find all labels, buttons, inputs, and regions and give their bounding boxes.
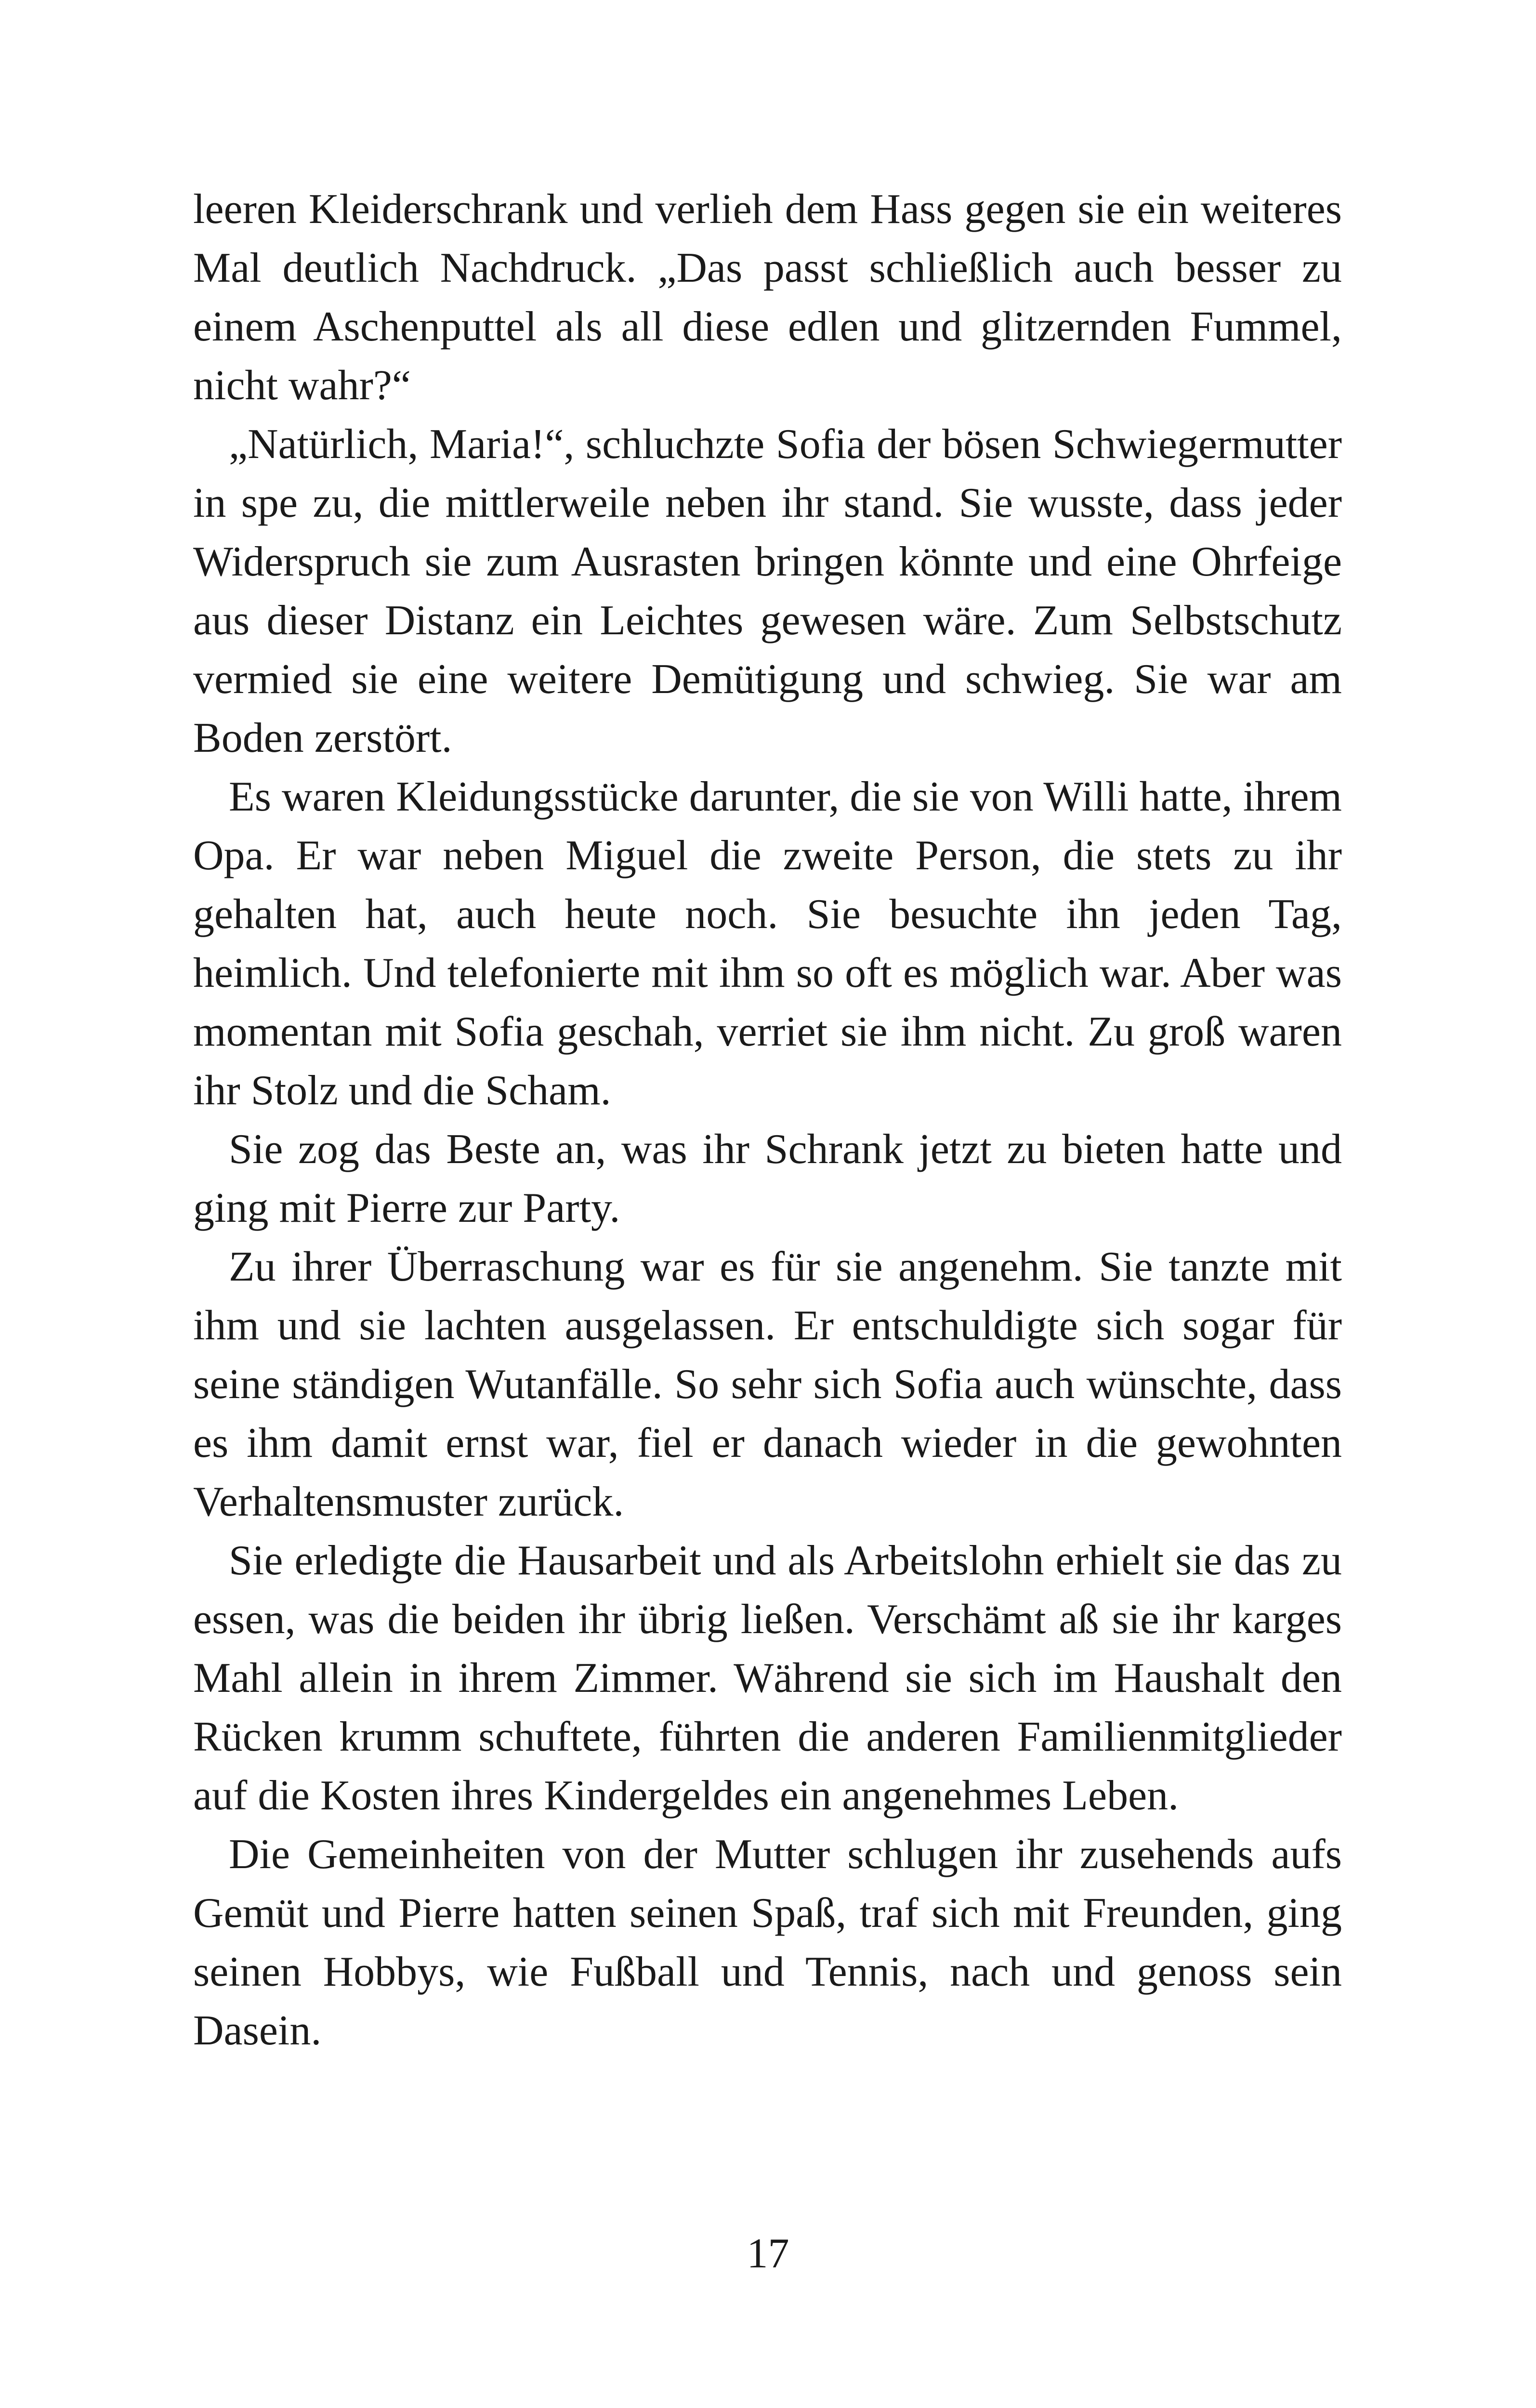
paragraph-1: leeren Kleiderschrank und verlieh dem Hass gegen sie ein weiteres Mal deutlich Nachdruck. „Das passt schließlich auch besser zu einem Aschenputtel als all diese edlen und glitzernden Fummel, nicht wahr?“ xyxy=(193,186,1342,409)
body-text xyxy=(193,180,1342,2060)
paragraph-6: Sie erledigte die Hausarbeit und als Arbeitslohn erhielt sie das zu essen, was die beiden ihr übrig ließen. Verschämt aß sie ihr karges Mahl allein in ihrem Zimmer. Während sie sich im Haushalt den Rücken krumm schuftete, führten die anderen Familienmitglieder auf die Kosten ihres Kindergeldes ein angenehmes Leben. xyxy=(193,1537,1342,1819)
paragraph-7: Die Gemeinheiten von der Mutter schlugen ihr zusehends aufs Gemüt und Pierre hatten seinen Spaß, traf sich mit Freunden, ging seinen Hobbys, wie Fußball und Tennis, nach und genoss sein Dasein. xyxy=(193,1831,1342,2054)
paragraph-3: Es waren Kleidungsstücke darunter, die sie von Willi hatte, ihrem Opa. Er war neben Miguel die zweite Person, die stets zu ihr gehalten hat, auch heute noch. Sie besuchte ihn jeden Tag, heimlich. Und telefonierte mit ihm so oft es möglich war. Aber was momentan mit Sofia geschah, verriet sie ihm nicht. Zu groß waren ihr Stolz und die Scham. xyxy=(193,773,1342,1114)
paragraph-4: Sie zog das Beste an, was ihr Schrank jetzt zu bieten hatte und ging mit Pierre zur Party. xyxy=(193,1126,1342,1231)
paragraph-5: Zu ihrer Überraschung war es für sie angenehm. Sie tanzte mit ihm und sie lachten ausgelassen. Er entschuldigte sich sogar für seine ständigen Wutanfälle. So sehr sich Sofia auch wünschte, dass es ihm damit ernst war, fiel er danach wieder in die gewohnten Verhaltensmuster zurück. xyxy=(193,1243,1342,1525)
page-number: 17 xyxy=(747,2230,789,2277)
paragraph-2: „Natürlich, Maria!“, schluchzte Sofia der bösen Schwiegermutter in spe zu, die mittlerweile neben ihr stand. Sie wusste, dass jeder Widerspruch sie zum Ausrasten bringen könnte und eine Ohrfeige aus dieser Distanz ein Leichtes gewesen wäre. Zum Selbstschutz vermied sie eine weitere Demütigung und schwieg. Sie war am Boden zerstört. xyxy=(193,421,1342,761)
